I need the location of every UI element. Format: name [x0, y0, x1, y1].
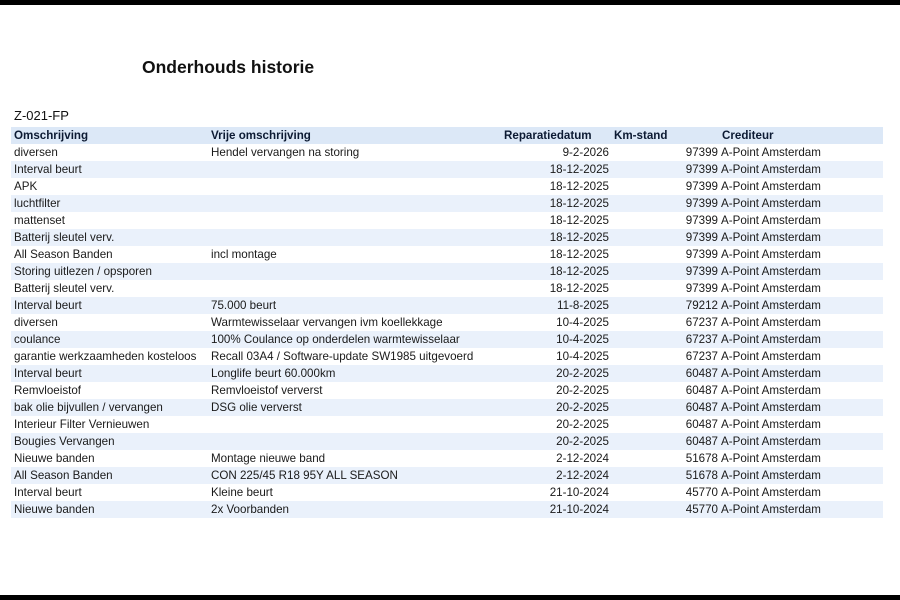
cell-creditor: A-Point Amsterdam — [721, 214, 821, 227]
cell-creditor: A-Point Amsterdam — [721, 248, 821, 261]
page-title: Onderhouds historie — [142, 57, 315, 77]
cell-description: Interval beurt — [14, 299, 82, 312]
table-row — [11, 280, 883, 297]
cell-km: 45770 — [685, 503, 718, 516]
cell-km: 97399 — [685, 265, 718, 278]
cell-description: Nieuwe banden — [14, 503, 95, 516]
cell-free-text: Hendel vervangen na storing — [211, 146, 360, 159]
table-row — [11, 399, 883, 416]
cell-creditor: A-Point Amsterdam — [721, 282, 821, 295]
cell-description: Storing uitlezen / opsporen — [14, 265, 152, 278]
cell-date: 20-2-2025 — [556, 367, 609, 380]
cell-km: 67237 — [685, 350, 718, 363]
cell-date: 18-12-2025 — [549, 265, 609, 278]
cell-date: 2-12-2024 — [556, 452, 609, 465]
cell-description: Batterij sleutel verv. — [14, 282, 115, 295]
cell-km: 97399 — [685, 146, 718, 159]
table-header — [11, 127, 883, 144]
cell-description: diversen — [14, 146, 58, 159]
cell-km: 60487 — [685, 384, 718, 397]
cell-km: 97399 — [685, 231, 718, 244]
cell-free-text: CON 225/45 R18 95Y ALL SEASON — [211, 469, 398, 482]
cell-creditor: A-Point Amsterdam — [721, 435, 821, 448]
cell-description: Interval beurt — [14, 486, 82, 499]
cell-date: 18-12-2025 — [549, 231, 609, 244]
cell-description: coulance — [14, 333, 61, 346]
cell-date: 10-4-2025 — [556, 333, 609, 346]
top-border — [0, 0, 900, 5]
cell-date: 20-2-2025 — [556, 401, 609, 414]
cell-km: 97399 — [685, 180, 718, 193]
cell-km: 51678 — [685, 469, 718, 482]
table-row — [11, 195, 883, 212]
cell-description: Interval beurt — [14, 163, 82, 176]
cell-date: 18-12-2025 — [549, 180, 609, 193]
bottom-border — [0, 595, 900, 600]
cell-creditor: A-Point Amsterdam — [721, 503, 821, 516]
cell-km: 67237 — [685, 316, 718, 329]
cell-km: 97399 — [685, 197, 718, 210]
cell-description: luchtfilter — [14, 197, 61, 210]
cell-creditor: A-Point Amsterdam — [721, 401, 821, 414]
cell-description: All Season Banden — [14, 248, 113, 261]
cell-km: 51678 — [685, 452, 718, 465]
cell-free-text: Remvloeistof ververst — [211, 384, 323, 397]
header-date: Reparatiedatum — [504, 129, 592, 142]
cell-creditor: A-Point Amsterdam — [721, 231, 821, 244]
cell-free-text: Longlife beurt 60.000km — [211, 367, 336, 380]
cell-description: Batterij sleutel verv. — [14, 231, 115, 244]
table-row — [11, 212, 883, 229]
cell-creditor: A-Point Amsterdam — [721, 418, 821, 431]
cell-description: diversen — [14, 316, 58, 329]
cell-description: garantie werkzaamheden kosteloos — [14, 350, 197, 363]
cell-free-text: DSG olie ververst — [211, 401, 302, 414]
cell-date: 18-12-2025 — [549, 163, 609, 176]
license-plate: Z-021-FP — [14, 108, 69, 123]
cell-description: mattenset — [14, 214, 65, 227]
cell-free-text: Recall 03A4 / Software-update SW1985 uitgevoerd — [211, 350, 474, 363]
cell-free-text: incl montage — [211, 248, 277, 261]
cell-creditor: A-Point Amsterdam — [721, 333, 821, 346]
cell-date: 2-12-2024 — [556, 469, 609, 482]
table-row — [11, 382, 883, 399]
cell-km: 97399 — [685, 214, 718, 227]
table-row — [11, 229, 883, 246]
cell-creditor: A-Point Amsterdam — [721, 180, 821, 193]
table-row — [11, 297, 883, 314]
table-row — [11, 450, 883, 467]
cell-creditor: A-Point Amsterdam — [721, 163, 821, 176]
table-row — [11, 416, 883, 433]
table-row — [11, 501, 883, 518]
table-row — [11, 331, 883, 348]
cell-creditor: A-Point Amsterdam — [721, 316, 821, 329]
table-row — [11, 263, 883, 280]
cell-date: 21-10-2024 — [549, 486, 609, 499]
header-description: Omschrijving — [14, 129, 89, 142]
cell-date: 9-2-2026 — [562, 146, 609, 159]
header-free-text: Vrije omschrijving — [211, 129, 311, 142]
cell-creditor: A-Point Amsterdam — [721, 384, 821, 397]
cell-date: 18-12-2025 — [549, 282, 609, 295]
cell-km: 60487 — [685, 418, 718, 431]
cell-creditor: A-Point Amsterdam — [721, 452, 821, 465]
table-row — [11, 433, 883, 450]
table-row — [11, 365, 883, 382]
cell-description: All Season Banden — [14, 469, 113, 482]
table-row — [11, 161, 883, 178]
cell-creditor: A-Point Amsterdam — [721, 350, 821, 363]
cell-km: 60487 — [685, 367, 718, 380]
cell-creditor: A-Point Amsterdam — [721, 265, 821, 278]
table-row — [11, 484, 883, 501]
cell-creditor: A-Point Amsterdam — [721, 367, 821, 380]
cell-date: 20-2-2025 — [556, 384, 609, 397]
cell-date: 21-10-2024 — [549, 503, 609, 516]
cell-description: Interieur Filter Vernieuwen — [14, 418, 150, 431]
header-creditor: Crediteur — [722, 129, 774, 142]
table-row — [11, 348, 883, 365]
cell-description: APK — [14, 180, 38, 193]
table-row — [11, 246, 883, 263]
cell-km: 97399 — [685, 248, 718, 261]
cell-creditor: A-Point Amsterdam — [721, 197, 821, 210]
cell-date: 20-2-2025 — [556, 418, 609, 431]
cell-description: Interval beurt — [14, 367, 82, 380]
cell-description: bak olie bijvullen / vervangen — [14, 401, 163, 414]
table-row — [11, 467, 883, 484]
cell-date: 10-4-2025 — [556, 316, 609, 329]
cell-creditor: A-Point Amsterdam — [721, 486, 821, 499]
cell-free-text: Kleine beurt — [211, 486, 273, 499]
cell-km: 79212 — [685, 299, 718, 312]
cell-date: 10-4-2025 — [556, 350, 609, 363]
cell-free-text: Montage nieuwe band — [211, 452, 326, 465]
cell-description: Remvloeistof — [14, 384, 82, 397]
cell-creditor: A-Point Amsterdam — [721, 299, 821, 312]
header-km: Km-stand — [614, 129, 668, 142]
cell-km: 97399 — [685, 282, 718, 295]
cell-date: 20-2-2025 — [556, 435, 609, 448]
cell-date: 11-8-2025 — [557, 299, 609, 312]
table-row — [11, 314, 883, 331]
cell-date: 18-12-2025 — [549, 214, 609, 227]
table-row — [11, 178, 883, 195]
cell-free-text: 100% Coulance op onderdelen warmtewisselaar — [211, 333, 460, 346]
cell-description: Nieuwe banden — [14, 452, 95, 465]
cell-free-text: 75.000 beurt — [211, 299, 277, 312]
cell-date: 18-12-2025 — [549, 248, 609, 261]
cell-km: 97399 — [685, 163, 718, 176]
cell-km: 60487 — [685, 401, 718, 414]
maintenance-table — [11, 127, 883, 518]
table-body — [11, 144, 883, 518]
cell-creditor: A-Point Amsterdam — [721, 146, 821, 159]
cell-description: Bougies Vervangen — [14, 435, 115, 448]
cell-km: 45770 — [685, 486, 718, 499]
cell-date: 18-12-2025 — [549, 197, 609, 210]
cell-km: 60487 — [685, 435, 718, 448]
table-row — [11, 144, 883, 161]
cell-free-text: Warmtewisselaar vervangen ivm koellekkage — [211, 316, 443, 329]
cell-free-text: 2x Voorbanden — [211, 503, 290, 516]
cell-km: 67237 — [685, 333, 718, 346]
cell-creditor: A-Point Amsterdam — [721, 469, 821, 482]
